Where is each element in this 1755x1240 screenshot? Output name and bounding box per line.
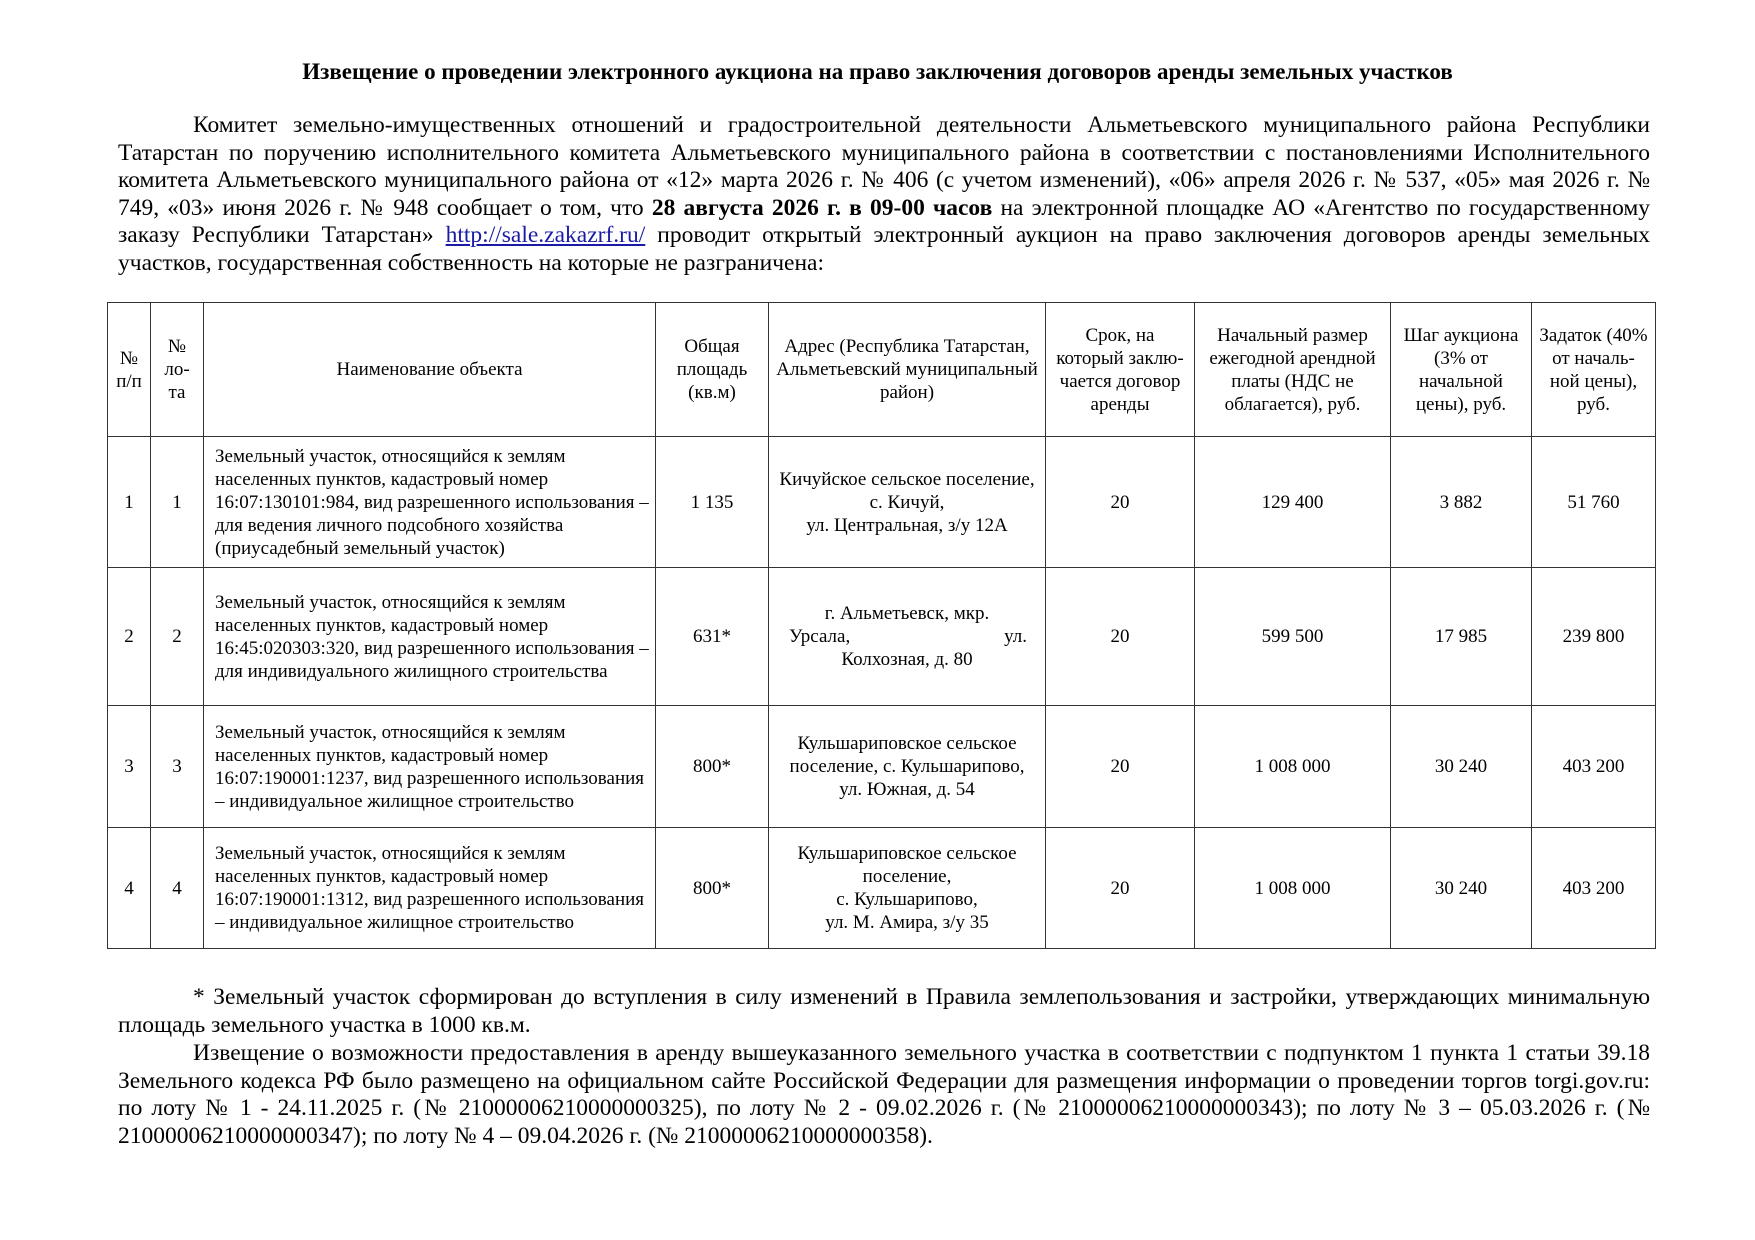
cell-lot: 4 bbox=[151, 828, 204, 949]
lots-table bbox=[107, 302, 1656, 949]
cell-address bbox=[769, 828, 1046, 949]
document-title: Извещение о проведении электронного аукциона на право заключения договоров аренды земельных участков bbox=[302, 59, 1453, 84]
address-line: ул. Южная, д. 54 bbox=[839, 779, 975, 800]
publication-paragraph: Извещение о возможности предоставления в аренду вышеуказанного земельного участка в соответствии с подпунктом 1 пункта 1 статьи 39.18 Земельного кодекса РФ было размещено на официальном сайте Российской Федерации для размещения информации о проведении торгов torgi.gov.ru: по лоту № 1 - 24.11.2025 г. (№ 21000006210000000325), по лоту № 2 - 09.02.2026 г. (№ 21000006210000000343); по лоту № 3 – 05.03.2026 г. (№ 21000006210000000347); по лоту № 4 – 09.04.2026 г. (№ 21000006210000000358). bbox=[118, 1040, 1650, 1149]
header-num: № п/п bbox=[108, 303, 151, 437]
header-deposit: Задаток (40% от началь-ной цены), руб. bbox=[1532, 303, 1656, 437]
cell-name: Земельный участок, относящийся к землям населенных пунктов, кадастровый номер 16:45:020303:320, вид разрешенного использования – для индивидуального жилищного строительства bbox=[204, 568, 656, 706]
cell-name: Земельный участок, относящийся к землям населенных пунктов, кадастровый номер 16:07:130101:984, вид разрешенного использования – для ведения личного подсобного хозяйства (приусадебный земельный участок) bbox=[204, 437, 656, 568]
cell-term: 20 bbox=[1046, 706, 1195, 828]
footnote-paragraph: * Земельный участок сформирован до вступления в силу изменений в Правила землепользования и застройки, утверждающих минимальную площадь земельного участка в 1000 кв.м. bbox=[118, 984, 1650, 1038]
address-line: г. Альметьевск, мкр. bbox=[824, 603, 990, 624]
header-lot: № ло-та bbox=[151, 303, 204, 437]
cell-area: 631* bbox=[656, 568, 769, 706]
cell-address bbox=[769, 568, 1046, 706]
header-term: Срок, на который заклю-чается договор аренды bbox=[1046, 303, 1195, 437]
cell-term: 20 bbox=[1046, 828, 1195, 949]
cell-area: 800* bbox=[656, 706, 769, 828]
cell-num: 1 bbox=[108, 437, 151, 568]
cell-rent: 129 400 bbox=[1195, 437, 1391, 568]
cell-address bbox=[769, 706, 1046, 828]
cell-step: 30 240 bbox=[1391, 828, 1532, 949]
header-name: Наименование объекта bbox=[204, 303, 656, 437]
address-part: Урсала, bbox=[789, 626, 851, 647]
intro-text-2: на электронной площадке АО «Агентство по государственному заказу Республики Татарстан» bbox=[118, 194, 1650, 248]
intro-text-3: проводит открытый электронный аукцион на право заключения договоров аренды земельных участков, государственная собственность на которые не разграничена: bbox=[118, 222, 1650, 276]
cell-num: 4 bbox=[108, 828, 151, 949]
cell-lot: 2 bbox=[151, 568, 204, 706]
table-row bbox=[108, 706, 1656, 828]
address-line: Кульшариповское сельское поселение, bbox=[797, 843, 1017, 887]
cell-area: 1 135 bbox=[656, 437, 769, 568]
platform-link[interactable]: http://sale.zakazrf.ru/ bbox=[445, 222, 646, 248]
cell-rent: 1 008 000 bbox=[1195, 828, 1391, 949]
cell-num: 2 bbox=[108, 568, 151, 706]
address-line: ул. Центральная, з/у 12А bbox=[806, 514, 1008, 536]
table-header-row bbox=[108, 303, 1656, 437]
cell-lot: 1 bbox=[151, 437, 204, 568]
header-rent: Начальный размер ежегодной арендной платы (НДС не облагается), руб. bbox=[1195, 303, 1391, 437]
address-line: Кульшариповское сельское поселение, с. Кульшарипово, bbox=[789, 733, 1025, 777]
cell-step: 3 882 bbox=[1391, 437, 1532, 568]
intro-text-1: Комитет земельно-имущественных отношений и градостроительной деятельности Альметьевского муниципального района Республики Татарстан по поручению исполнительного комитета Альметьевского муниципального района в соответствии с постановлениями Исполнительного комитета Альметьевского муниципального района от «12» марта 2026 г. № 406 (с учетом изменений), «06» апреля 2026 г. № 537, «05» мая 2026 г. № 749, «03» июня 2026 г. № 948 сообщает о том, что bbox=[118, 112, 1650, 221]
cell-address bbox=[769, 437, 1046, 568]
cell-deposit: 403 200 bbox=[1532, 828, 1656, 949]
address-line: Кичуйское сельское поселение, с. Кичуй, bbox=[779, 468, 1035, 513]
auction-datetime: 28 августа 2026 г. в 09-00 часов bbox=[651, 194, 993, 221]
cell-deposit: 403 200 bbox=[1532, 706, 1656, 828]
header-step: Шаг аукциона (3% от начальной цены), руб. bbox=[1391, 303, 1532, 437]
cell-deposit: 51 760 bbox=[1532, 437, 1656, 568]
table-row bbox=[108, 437, 1656, 568]
cell-deposit: 239 800 bbox=[1532, 568, 1656, 706]
cell-lot: 3 bbox=[151, 706, 204, 828]
cell-term: 20 bbox=[1046, 437, 1195, 568]
cell-rent: 599 500 bbox=[1195, 568, 1391, 706]
header-area: Общая площадь (кв.м) bbox=[656, 303, 769, 437]
address-line: ул. М. Амира, з/у 35 bbox=[825, 912, 989, 933]
header-address: Адрес (Республика Татарстан, Альметьевский муниципальный район) bbox=[769, 303, 1046, 437]
cell-rent: 1 008 000 bbox=[1195, 706, 1391, 828]
address-part: ул. bbox=[1004, 626, 1027, 647]
intro-paragraph bbox=[118, 112, 1650, 277]
address-line: с. Кульшарипово, bbox=[836, 889, 978, 910]
cell-term: 20 bbox=[1046, 568, 1195, 706]
cell-area: 800* bbox=[656, 828, 769, 949]
cell-name: Земельный участок, относящийся к землям населенных пунктов, кадастровый номер 16:07:190001:1312, вид разрешенного использования – индивидуальное жилищное строительство bbox=[204, 828, 656, 949]
table-row bbox=[108, 568, 1656, 706]
cell-name: Земельный участок, относящийся к землям населенных пунктов, кадастровый номер 16:07:190001:1237, вид разрешенного использования – индивидуальное жилищное строительство bbox=[204, 706, 656, 828]
cell-step: 30 240 bbox=[1391, 706, 1532, 828]
cell-step: 17 985 bbox=[1391, 568, 1532, 706]
address-line: Колхозная, д. 80 bbox=[841, 649, 973, 670]
cell-num: 3 bbox=[108, 706, 151, 828]
address-line bbox=[775, 625, 1039, 648]
table-row bbox=[108, 828, 1656, 949]
